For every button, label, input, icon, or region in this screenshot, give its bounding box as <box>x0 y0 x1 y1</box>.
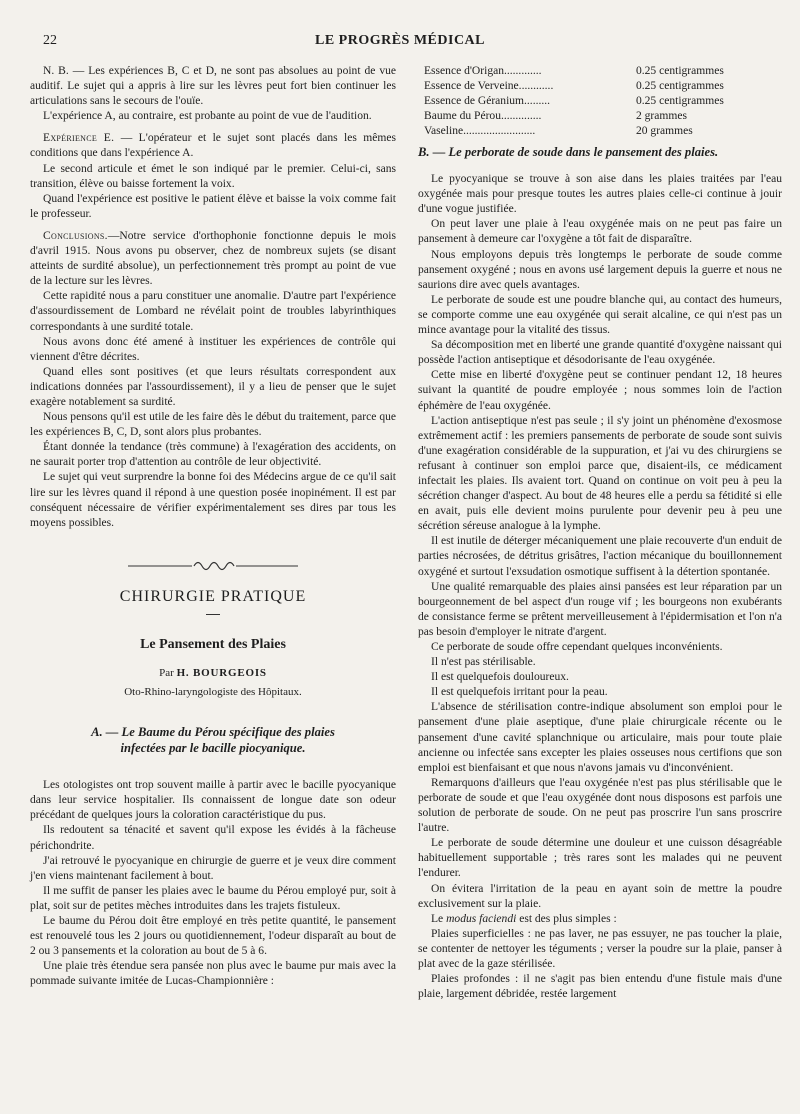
formula-ingredient: Essence de Verveine............ <box>424 80 554 92</box>
paragraph: On peut laver une plaie à l'eau oxygénée mais on ne peut pas faire un pansement à demeure car l'oxygène a tôt fait de disparaître. <box>418 218 782 246</box>
paragraph: Plaies profondes : il ne s'agit pas bien entendu d'une fistule mais d'une plaie, largement débridée, restée largement <box>418 973 782 1001</box>
formula-row <box>424 79 776 94</box>
subheading-b: B. — Le perborate de soude dans le pansement des plaies. <box>418 145 719 159</box>
formula-row <box>424 124 776 139</box>
paragraph: Il est quelquefois douloureux. <box>431 671 569 684</box>
paragraph: Une plaie très étendue sera pansée non plus avec le baume pur mais avec la pommade suivante imitée de Lucas-Championnière : <box>30 960 396 988</box>
modus-suffix: est des plus simples : <box>516 912 617 925</box>
formula-ingredient: Vaseline......................... <box>424 125 536 137</box>
formula-dose: 0.25 centigrammes <box>636 80 724 92</box>
article-title: Le Pansement des Plaies <box>140 636 286 652</box>
paragraph: J'ai retrouvé le pyocyanique en chirurgie de guerre et je veux dire comment j'en viens maintenant facilement à bout. <box>30 854 396 882</box>
paragraph: Nous employons depuis très longtemps le perborate de soude comme pansement oxygéné ; nous en avons usé largement depuis la guerre et nous ne saurions dire avec quels avantages. <box>418 248 782 291</box>
experience-e-text: — L'opérateur et le sujet sont placés dans les mêmes conditions que dans l'expérience A. <box>30 132 396 160</box>
byline-prefix: Par <box>159 667 177 679</box>
paragraph: Le perborate de soude est une poudre blanche qui, au contact des humeurs, se comporte comme une eau oxygénée qui serait alcaline, ce qui n'est pas un mince avantage pour la vitalité des tissus. <box>418 293 782 337</box>
paragraph: Il est inutile de déterger mécaniquement une plaie recouverte d'un enduit de parties nécrosées, de détritus grisâtres, l'action mécanique du bouillonnement oxygéné et surtout l'exsudation osmotique suffisent à la détertion spontanée. <box>418 535 782 578</box>
subheading-a-line-1: A. — Le Baume du Pérou spécifique des plaies <box>91 725 335 740</box>
paragraph: Ce perborate de soude offre cependant quelques inconvénients. <box>431 641 723 653</box>
paragraph-experience-e <box>30 131 396 161</box>
paragraph: Il est quelquefois irritant pour la peau. <box>431 686 608 699</box>
section-ornament <box>30 557 396 573</box>
left-column <box>30 64 396 990</box>
formula-dose: 2 grammes <box>636 110 687 122</box>
paragraph: N. B. — Les expériences B, C et D, ne sont pas absolues au point de vue auditif. Le sujet qui a appris à lire sur les lèvres peut fort bien continuer les articulations sans le secours de l'ouïe. <box>30 65 396 108</box>
paragraph: Le pyocyanique se trouve à son aise dans les plaies traitées par l'eau oxygénée mais pour presque toutes les autres plaies celle-ci continue à jouir d'une vogue justifiée. <box>418 173 782 216</box>
paragraph: Le sujet qui veut surprendre la bonne foi des Médecins argue de ce qu'il sait lire sur les lèvres quand il répond à une question posée inopinément. Il est par conséquent nécessaire de vérifier expérimentalement ses dires par tous les moyens possibles. <box>30 471 396 529</box>
subheading-a-line-2: infectées par le bacille piocyanique. <box>120 741 306 756</box>
title-dash <box>206 614 220 615</box>
paragraph: Plaies superficielles : ne pas laver, ne pas essuyer, ne pas toucher la plaie, se contenter de nettoyer les téguments ; verser la poudre sur la plaie, panser à plat avec de la gaze stérilisée. <box>418 927 782 970</box>
paragraph: L'action antiseptique n'est pas seule ; il s'y joint un phénomène d'exosmose extrêmement actif : les premiers pansements de perborate de soude sont suivis d'une exagération considérable de la suppuration, et j'ai vu des chirurgiens se refusant à continuer son emploi parce que, disaient-ils, ce médicament infectait les plaies. Ils avaient tort. Quand on continue on voit peu à peu la sécrétion changer d'aspect. Au bout de 48 heures elle a perdu sa fétidité si elle en avait, puis elle devient moins purulente pour devenir peu à peu une sécrétion séreuse analogue à la lymphe. <box>418 414 782 533</box>
formula-dose: 0.25 centigrammes <box>636 65 724 77</box>
paragraph: On évitera l'irritation de la peau en ayant soin de mettre la poudre exclusivement sur la plaie. <box>418 882 782 910</box>
author-affiliation: Oto-Rhino-laryngologiste des Hôpitaux. <box>124 686 302 699</box>
formula-ingredient: Essence d'Origan............. <box>424 65 542 77</box>
formula-ingredient: Essence de Géranium......... <box>424 95 551 107</box>
paragraph: Quand elles sont positives (et que leurs résultats correspondent aux indications données par l'assourdissement), il y a lieu de penser que le sujet exagère notablement sa surdité. <box>30 365 396 408</box>
paragraph: Nous avons donc été amené à instituer les expériences de contrôle qui viennent d'être décrites. <box>30 335 396 363</box>
ornament-divider <box>128 557 298 573</box>
formula-dose: 20 grammes <box>636 125 693 137</box>
formula-dose: 0.25 centigrammes <box>636 95 724 107</box>
modus-italic: modus faciendi <box>446 912 517 925</box>
experience-e-lead: Expérience E. <box>43 132 115 145</box>
author-name: H. BOURGEOIS <box>176 667 267 679</box>
paragraph: Cette rapidité nous a paru constituer une anomalie. D'autre part l'expérience d'assourdissement de Lombard ne révélait point de troubles labyrinthiques correspondants à une surdité totale. <box>30 290 396 333</box>
formula-row <box>424 109 776 124</box>
conclusions-lead: Conclusions. <box>43 229 108 242</box>
paragraph: Remarquons d'ailleurs que l'eau oxygénée n'est pas plus stérilisable que le perborate de soude et que l'eau oxygénée dont nous disposons est parfois une solution de perborate de soude. On ne peut pas proscrire l'un sans proscrire l'autre. <box>418 776 782 835</box>
byline <box>30 666 396 681</box>
paragraph: Cette mise en liberté d'oxygène peut se continuer pendant 12, 18 heures suivant la quantité de poudre employée ; nous sommes loin de l'action éphémère de l'eau oxygénée. <box>418 369 782 412</box>
paragraph-conclusions <box>30 229 396 289</box>
formula-row <box>424 64 776 79</box>
formula-table <box>424 64 776 139</box>
page-number: 22 <box>43 33 57 48</box>
paragraph: Le perborate de soude détermine une douleur et une cuisson désagréable habituellement supportable ; très rares sont les malades qui ne peuvent l'endurer. <box>418 837 782 880</box>
formula-ingredient: Baume du Pérou.............. <box>424 110 542 122</box>
paragraph-modus <box>418 912 782 927</box>
paragraph: Ils redoutent sa ténacité et savent qu'il expose les évidés à la fâcheuse périchondrite. <box>30 824 396 852</box>
paragraph: Une qualité remarquable des plaies ainsi pansées est leur réparation par un bourgeonnement de bel aspect d'un rouge vif ; les bourgeons non exubérants de consistance ferme se prêtent merveilleusement à l'épidermisation et l'on n'a pas besoin d'employer le nitrate d'argent. <box>418 580 782 638</box>
paragraph: Quand l'expérience est positive le patient élève et baisse la voix comme fait le professeur. <box>30 192 396 220</box>
paragraph: L'expérience A, au contraire, est probante au point de vue de l'audition. <box>43 110 372 123</box>
modus-prefix: Le <box>431 912 447 925</box>
right-column <box>418 64 782 1002</box>
paragraph: Les otologistes ont trop souvent maille à partir avec le bacille pyocyanique dans leur service hospitalier. Ils connaissent de longue date son odeur précédant de quelques jours la coloration caractéristique du pus. <box>30 779 396 822</box>
paragraph: Sa décomposition met en liberté une grande quantité d'oxygène naissant qui possède l'action antiseptique et désodorisante de l'eau oxygénée. <box>418 339 782 367</box>
paragraph: Nous pensons qu'il est utile de les faire dès le début du traitement, parce que les expériences B, C, D, sont alors plus probantes. <box>30 411 396 439</box>
subheading-a <box>30 724 396 756</box>
section-title: CHIRURGIE PRATIQUE <box>119 587 307 605</box>
paragraph: Il n'est pas stérilisable. <box>431 656 536 669</box>
paragraph: Il me suffit de panser les plaies avec le baume du Pérou employé pur, soit à plat, soit sur de petites mèches introduites dans les trajets fistuleux. <box>30 884 396 912</box>
paragraph: L'absence de stérilisation contre-indique absolument son emploi pour le pansement d'une plaie aseptique, d'une plaie chirurgicale récente ou le pansement d'une cavité splanchnique ou articulaire, mais pour toute plaie ancienne ou infectée sans excepter les plaies osseuses nous certifions que son emploi est bienfaisant et que nous n'avons jamais vu d'inconvénient. <box>418 701 782 774</box>
conclusions-text: —Notre service d'orthophonie fonctionne depuis le mois d'avril 1915. Nous avons pu observer, chez de nombreux sujets (se disant atteints de surdité absolue), un perfectionnement très prompt au point de vue de la lecture sur les lèvres. <box>30 229 396 288</box>
formula-row <box>424 94 776 109</box>
paragraph: Le baume du Pérou doit être employé en très petite quantité, le pansement est renouvelé tous les 2 jours ou quotidiennement, l'odeur disparaît au bout de 2 ou 3 pansements et la coloration au bout de 5 à 6. <box>30 915 396 958</box>
journal-title: LE PROGRÈS MÉDICAL <box>314 33 486 48</box>
paragraph: Étant donnée la tendance (très commune) à l'exagération des accidents, on ne saurait porter trop d'attention au contrôle de leur objectivité. <box>30 441 396 469</box>
paragraph: Le second articule et émet le son indiqué par le premier. Celui-ci, sans transition, élève ou baisse fortement la voix. <box>30 162 396 190</box>
